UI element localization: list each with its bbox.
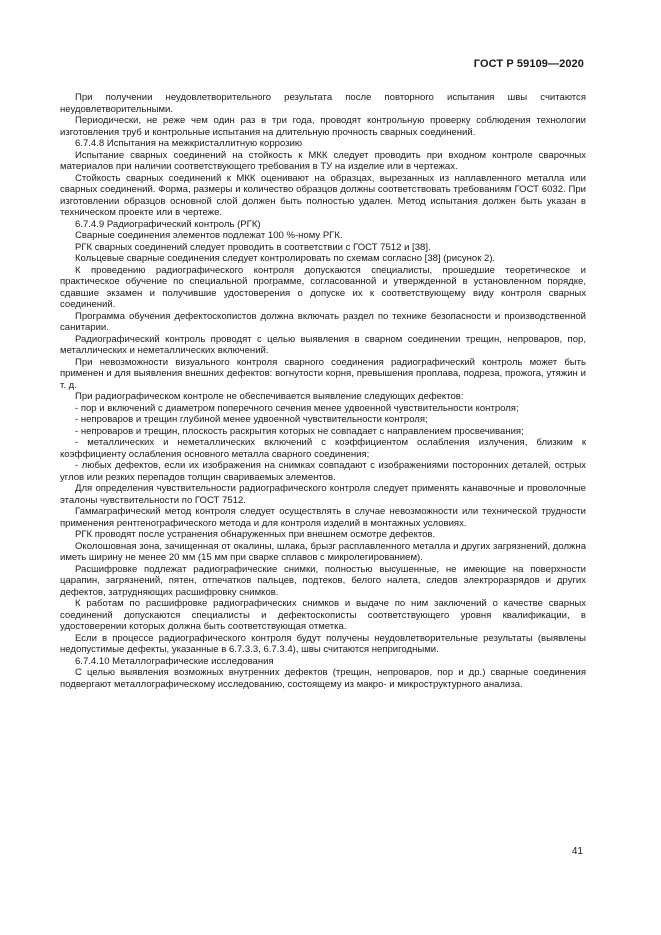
list-item: - любых дефектов, если их изображения на снимках совпадают с изображениями посторонних деталей, острых углов или резких перепадов толщин свариваемых элементов. [60, 460, 586, 483]
list-item: - пор и включений с диаметром поперечного сечения менее удвоенной чувствительности контроля; [75, 402, 519, 414]
paragraph: Для определения чувствительности радиографического контроля следует применять канавочные и проволочные эталоны чувствительности по ГОСТ 7512. [60, 483, 586, 506]
paragraph: При радиографическом контроле не обеспечивается выявление следующих дефектов: [75, 391, 464, 402]
paragraph: Если в процессе радиографического контроля будут получены неудовлетворительные результаты (выявлены недопустимые дефекты, указанные в 6.7.3.3, 6.7.3.4), швы считаются непригодными. [60, 632, 586, 655]
section-heading: 6.7.4.9 Радиографический контроль (РГК) [75, 218, 261, 230]
paragraph: С целью выявления возможных внутренних дефектов (трещин, непроваров, пор и др.) сварные соединения подвергают металлографическому исследованию, состоящему из макро- и микроструктурного анализа. [60, 667, 586, 690]
list-item: - непроваров и трещин, плоскость раскрытия которых не совпадает с направлением просвечивания; [75, 425, 524, 437]
paragraph: Расшифровке подлежат радиографические снимки, полностью высушенные, не имеющие на поверхности царапин, загрязнений, пятен, отпечатков пальцев, подтеков, белого налета, следов электроразрядов и других дефектов, затрудняющих расшифровку снимков. [60, 563, 586, 598]
list-item: - непроваров и трещин глубиной менее удвоенной чувствительности контроля; [75, 414, 428, 425]
paragraph: При получении неудовлетворительного результата после повторного испытания швы считаются неудовлетворительными. [60, 92, 586, 115]
paragraph: Околошовная зона, зачищенная от окалины, шлака, брызг расплавленного металла и других загрязнений, должна иметь ширину не менее 20 мм (15 мм при сварке сплавов с микролегированием). [60, 540, 586, 563]
paragraph: При невозможности визуального контроля сварного соединения радиографический контроль может быть применен и для выявления внешних дефектов: вогнутости корня, превышения проплава, подреза, прожога, утяжин и т. д. [60, 356, 586, 391]
page-number: 41 [571, 846, 583, 857]
paragraph: РГК сварных соединений следует проводить в соответствии с ГОСТ 7512 и [38]. [75, 241, 431, 253]
paragraph: Радиографический контроль проводят с целью выявления в сварном соединении трещин, непроваров, пор, металлических и неметаллических включений. [60, 333, 586, 356]
paragraph: Испытание сварных соединений на стойкость к МКК следует проводить при входном контроле сварочных материалов при наличии соответствующего требования в ТУ на изделие или в чертежах. [60, 149, 586, 172]
paragraph: Стойкость сварных соединений к МКК оценивают на образцах, вырезанных из наплавленного металла или сварных соединений. Форма, размеры и количество образцов должны соответствовать требованиям ГОСТ 6032. При изготовлении образцов основной слой должен быть полностью удален. Метод испытания должен быть указан в техническом проекте или в чертеже. [60, 172, 586, 218]
list-item: - металлических и неметаллических включений с коэффициентом ослабления излучения, близким к коэффициенту ослабления основного металла сварного соединения; [60, 437, 586, 460]
paragraph: К работам по расшифровке радиографических снимков и выдаче по ним заключений о качестве сварных соединений допускаются специалисты и дефектоскописты соответствующего уровня квалификации, в удостоверении которых должна быть соответствующая отметка. [60, 598, 586, 632]
document-body [60, 92, 586, 690]
paragraph: Программа обучения дефектоскопистов должна включать раздел по технике безопасности и производственной санитарии. [60, 310, 586, 333]
section-heading: 6.7.4.8 Испытания на межкристаллитную коррозию [75, 138, 303, 149]
paragraph: К проведению радиографического контроля допускаются специалисты, прошедшие теоретическое и практическое обучение по специальной программе, согласованной и утвержденной в установленном порядке, сдавшие экзамен и получившие удостоверения о допуске их к соответствующему виду контроля сварных соединений. [60, 264, 586, 310]
paragraph: Гаммаграфический метод контроля следует осуществлять в случае невозможности или технической трудности применения рентгенографического метода и для контроля изделий в монтажных условиях. [60, 506, 586, 529]
paragraph: РГК проводят после устранения обнаруженных при внешнем осмотре дефектов. [75, 529, 436, 540]
paragraph: Кольцевые сварные соединения следует контролировать по схемам согласно [38] (рисунок 2). [75, 253, 496, 264]
paragraph: Сварные соединения элементов подлежат 100 %-ному РГК. [75, 230, 343, 241]
document-id-header: ГОСТ Р 59109—2020 [473, 58, 584, 70]
section-heading: 6.7.4.10 Металлографические исследования [75, 655, 274, 667]
paragraph: Периодически, не реже чем один раз в три года, проводят контрольную проверку соблюдения технологии изготовления труб и контрольные испытания на длительную прочность сварных соединений. [60, 115, 586, 138]
